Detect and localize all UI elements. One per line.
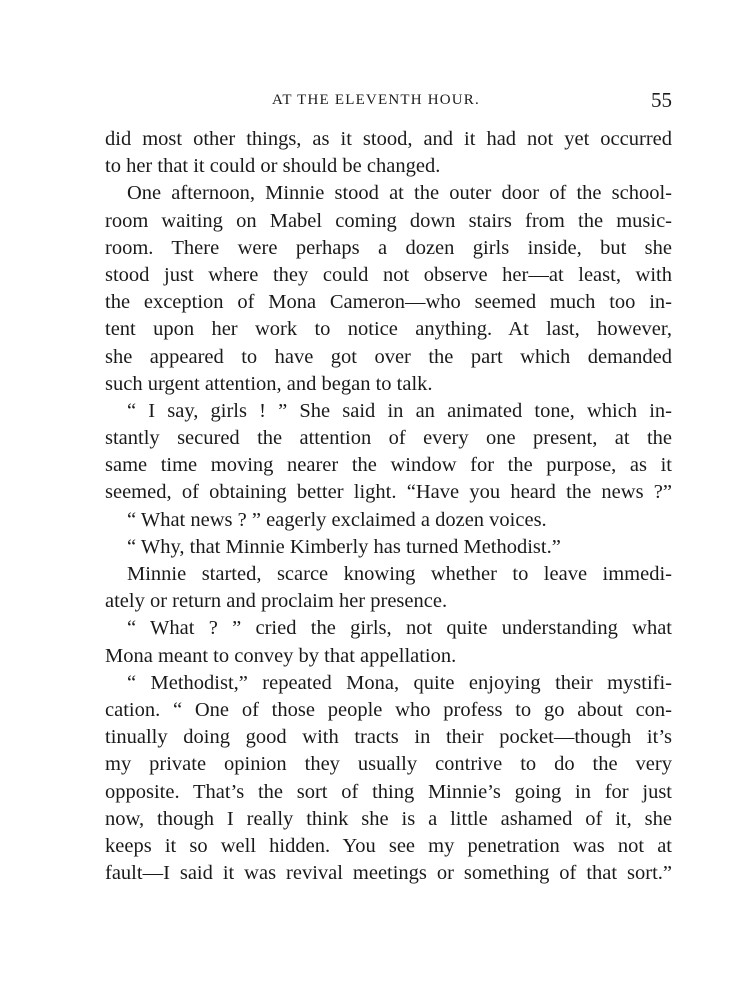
text-line: One afternoon, Minnie stood at the outer door of the school- — [127, 182, 672, 205]
text-line: to her that it could or should be changed. — [105, 155, 441, 178]
text-line: “ What news ? ” eagerly exclaimed a dozen voices. — [127, 508, 547, 531]
text-line: now, though I really think she is a little ashamed of it, she — [105, 807, 672, 830]
text-line: the exception of Mona Cameron—who seemed much too in- — [105, 291, 672, 314]
text-line: Minnie started, scarce knowing whether to leave immedi- — [127, 563, 672, 585]
text-line: opposite. That’s the sort of thing Minnie’s going in for just — [105, 780, 672, 803]
page-number: 55 — [651, 88, 672, 112]
text-line: my private opinion they usually contrive to do the very — [105, 753, 672, 776]
text-line: tinually doing good with tracts in their pocket—though it’s — [105, 726, 672, 749]
text-line: “ Why, that Minnie Kimberly has turned Methodist.” — [127, 535, 561, 558]
text-line: same time moving nearer the window for the purpose, as it — [105, 454, 672, 477]
text-line: seemed, of obtaining better light. “Have you heard the news ?” — [105, 481, 672, 504]
text-line: fault—I said it was revival meetings or something of that sort.” — [105, 862, 672, 885]
text-line: ately or return and proclaim her presence. — [105, 590, 448, 613]
text-line: tent upon her work to notice anything. At last, however, — [105, 318, 672, 341]
text-line: stantly secured the attention of every one present, at the — [105, 427, 672, 450]
running-head — [105, 88, 672, 118]
text-line: Mona meant to convey by that appellation. — [105, 644, 457, 667]
text-line: she appeared to have got over the part which demanded — [105, 345, 672, 368]
text-line: room waiting on Mabel coming down stairs from the music- — [105, 209, 672, 232]
running-head-title: AT THE ELEVENTH HOUR. — [272, 92, 480, 108]
text-line: such urgent attention, and began to talk. — [105, 372, 433, 395]
text-line: cation. “ One of those people who profess to go about con- — [105, 698, 672, 721]
text-line: room. There were perhaps a dozen girls inside, but she — [105, 236, 672, 259]
text-line: stood just where they could not observe her—at least, with — [105, 263, 672, 286]
text-line: did most other things, as it stood, and it had not yet occurred — [105, 128, 672, 150]
text-line: “ I say, girls ! ” She said in an animated tone, which in- — [127, 399, 672, 422]
body-text — [105, 126, 672, 887]
text-line: “ Methodist,” repeated Mona, quite enjoying their mystifi- — [127, 671, 672, 694]
text-line: keeps it so well hidden. You see my penetration was not at — [105, 834, 672, 857]
text-line: “ What ? ” cried the girls, not quite understanding what — [127, 617, 672, 640]
